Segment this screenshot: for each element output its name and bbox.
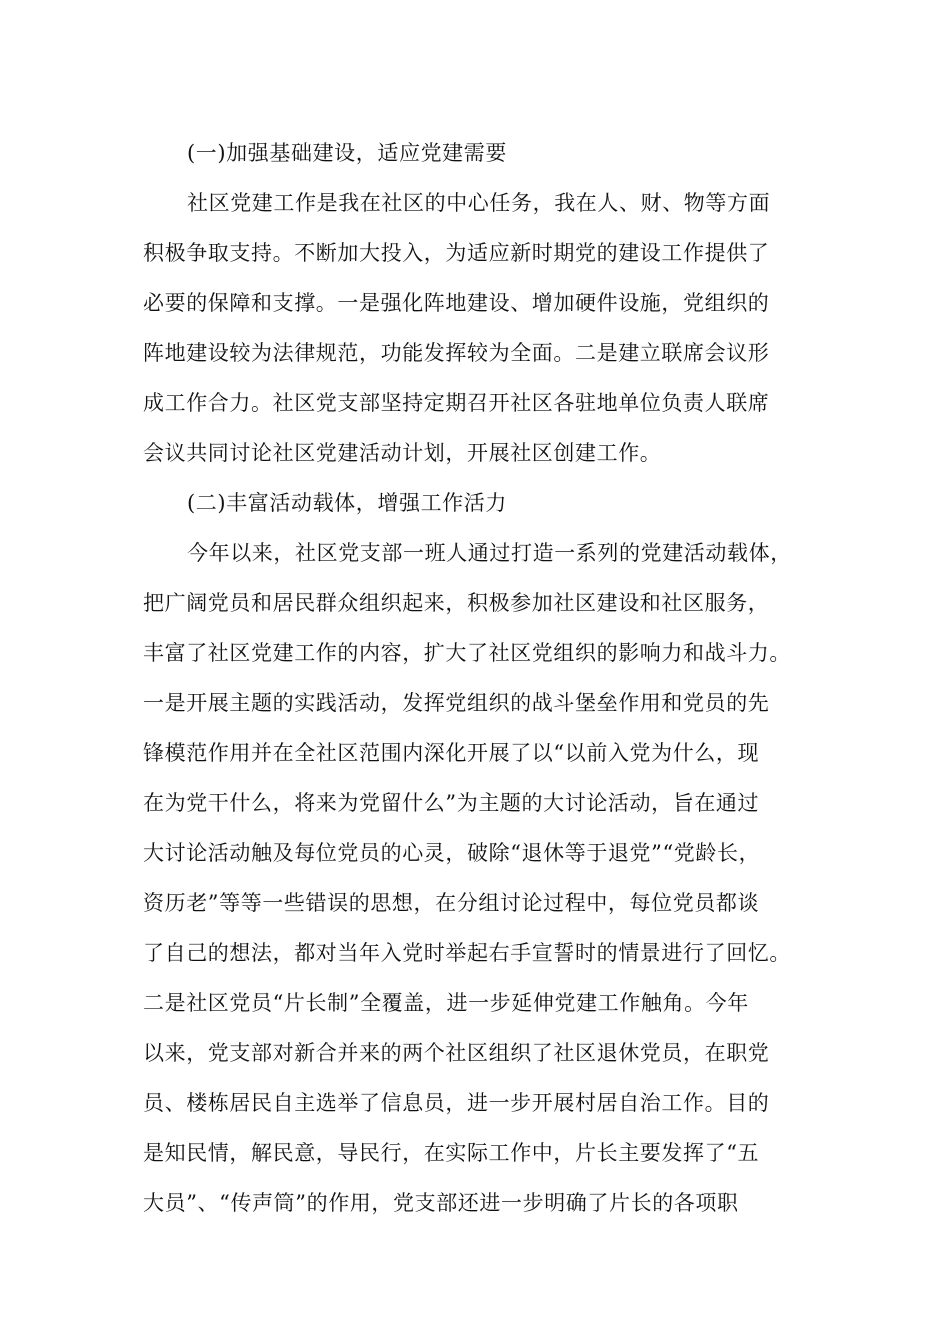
paragraph-line: 二是社区党员“片长制”全覆盖，进一步延伸党建工作触角。今年 (143, 991, 749, 1015)
paragraph-line: 以来，党支部对新合并来的两个社区组织了社区退休党员，在职党 (143, 1041, 770, 1065)
paragraph-line: 大员”、“传声筒”的作用，党支部还进一步明确了片长的各项职 (143, 1191, 739, 1215)
paragraph-line: 今年以来，社区党支部一班人通过打造一系列的党建活动载体， (187, 541, 792, 565)
paragraph-line: 积极争取支持。不断加大投入，为适应新时期党的建设工作提供了 (143, 241, 770, 265)
section-heading-1: (一)加强基础建设，适应党建需要 (187, 141, 507, 165)
paragraph-line: 成工作合力。社区党支部坚持定期召开社区各驻地单位负责人联席 (143, 391, 770, 415)
paragraph-line: 社区党建工作是我在社区的中心任务，我在人、财、物等方面 (187, 191, 771, 215)
paragraph-line: 丰富了社区党建工作的内容，扩大了社区党组织的影响力和战斗力。 (143, 641, 791, 665)
paragraph-line: 一是开展主题的实践活动，发挥党组织的战斗堡垒作用和党员的先 (143, 691, 770, 715)
paragraph-line: 资历老”等等一些错误的思想，在分组讨论过程中，每位党员都谈 (143, 891, 760, 915)
section-heading-2: (二)丰富活动载体，增强工作活力 (187, 491, 507, 515)
paragraph-line: 锋模范作用并在全社区范围内深化开展了以“以前入党为什么，现 (143, 741, 760, 765)
paragraph-line: 阵地建设较为法律规范，功能发挥较为全面。二是建立联席会议形 (143, 341, 770, 365)
paragraph-line: 员、楼栋居民自主选举了信息员，进一步开展村居自治工作。目的 (143, 1091, 770, 1115)
document-body (143, 128, 808, 1228)
paragraph-line: 了自己的想法，都对当年入党时举起右手宣誓时的情景进行了回忆。 (143, 941, 791, 965)
paragraph-line: 会议共同讨论社区党建活动计划，开展社区创建工作。 (143, 441, 662, 465)
paragraph-line: 大讨论活动触及每位党员的心灵，破除“退休等于退党”“党龄长， (143, 841, 761, 865)
paragraph-line: 把广阔党员和居民群众组织起来，积极参加社区建设和社区服务， (143, 591, 770, 615)
paragraph-line: 在为党干什么，将来为党留什么”为主题的大讨论活动，旨在通过 (143, 791, 760, 815)
paragraph-line: 是知民情，解民意，导民行，在实际工作中，片长主要发挥了“五 (143, 1141, 760, 1165)
paragraph-line: 必要的保障和支撑。一是强化阵地建设、增加硬件设施，党组织的 (143, 291, 770, 315)
